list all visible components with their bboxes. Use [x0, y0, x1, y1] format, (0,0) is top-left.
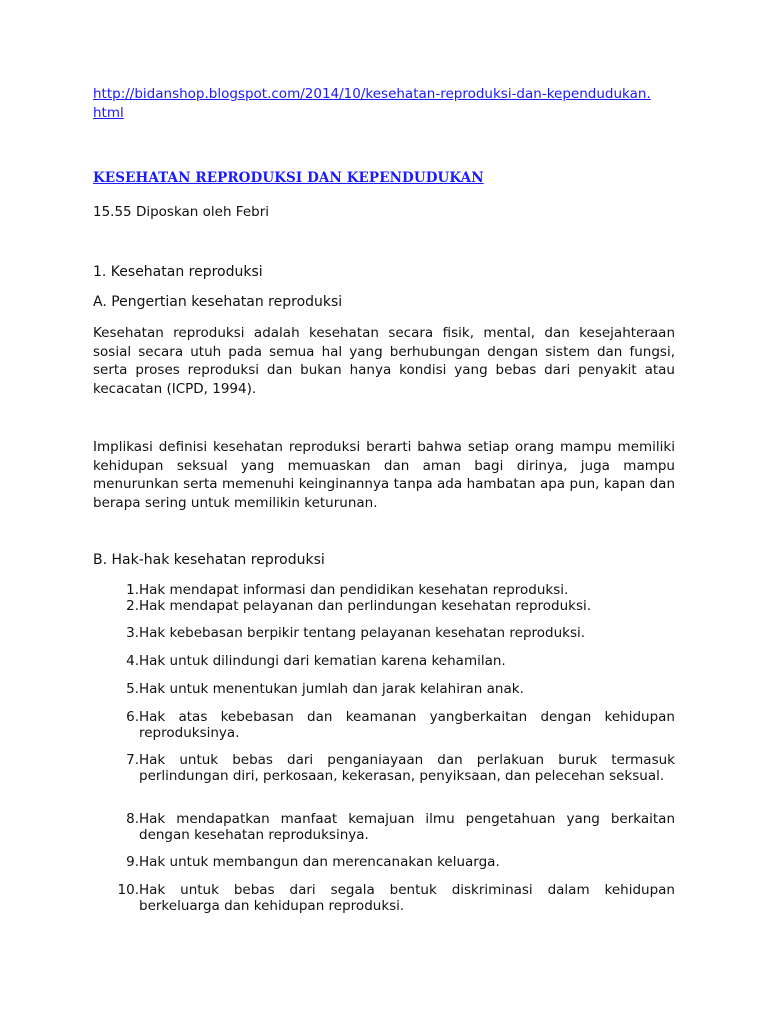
paragraph-definition: Kesehatan reproduksi adalah kesehatan secara fisik, mental, dan kesejahteraan sosial secara utuh pada semua hal yang berhubungan dengan sistem dan fungsi, serta proses reproduksi dan bukan hanya kondisi yang bebas dari penyakit atau kecacatan (ICPD, 1994). [93, 325, 675, 397]
list-item-text: Hak mendapat informasi dan pendidikan kesehatan reproduksi. [139, 582, 569, 598]
list-item-text: Hak mendapatkan manfaat kemajuan ilmu pengetahuan yang berkaitan dengan kesehatan reproduksinya. [139, 811, 675, 843]
paragraph-implication: Implikasi definisi kesehatan reproduksi berarti bahwa setiap orang mampu memiliki kehidupan seksual yang memuaskan dan aman bagi dirinya, juga mampu menurunkan serta memenuhi keinginannya tanpa ada hambatan apa pun, kapan dan berapa sering untuk memilikin keturunan. [93, 439, 675, 511]
list-item-text: Hak mendapat pelayanan dan perlindungan kesehatan reproduksi. [139, 598, 592, 614]
list-item [108, 753, 675, 784]
list-item-text: Hak kebebasan berpikir tentang pelayanan kesehatan reproduksi. [139, 625, 586, 641]
list-item [108, 883, 675, 914]
list-item-text: Hak untuk bebas dari penganiayaan dan perlakuan buruk termasuk perlindungan diri, perkosaan, kekerasan, penyiksaan, dan pelecehan seksual. [139, 752, 675, 784]
list-item [108, 855, 675, 871]
list-item [108, 599, 675, 615]
list-item [108, 812, 675, 843]
list-item-number: 4. [126, 653, 139, 669]
list-item-number: 5. [126, 681, 139, 697]
list-item-text: Hak untuk bebas dari segala bentuk diskriminasi dalam kehidupan berkeluarga dan kehidupan reproduksi. [139, 882, 675, 914]
list-item-number: 10. [117, 882, 139, 898]
list-item [108, 654, 675, 670]
list-item-text: Hak untuk dilindungi dari kematian karena kehamilan. [139, 653, 506, 669]
list-item-text: Hak untuk membangun dan merencanakan keluarga. [139, 854, 500, 870]
list-item-number: 8. [126, 811, 139, 827]
list-item [108, 710, 675, 741]
list-item [108, 626, 675, 642]
source-link[interactable]: http://bidanshop.blogspot.com/2014/10/kesehatan-reproduksi-dan-kependudukan.html [93, 86, 651, 121]
list-item-number: 1. [126, 582, 139, 598]
section-a-heading: A. Pengertian kesehatan reproduksi [93, 294, 343, 310]
list-item-number: 3. [126, 625, 139, 641]
list-item-number: 6. [126, 709, 139, 725]
list-item-text: Hak atas kebebasan dan keamanan yangberkaitan dengan kehidupan reproduksinya. [139, 709, 675, 741]
list-item [108, 682, 675, 698]
posted-line: 15.55 Diposkan oleh Febri [93, 204, 270, 220]
list-item [108, 583, 675, 599]
list-item-number: 9. [126, 854, 139, 870]
list-item-number: 2. [126, 598, 139, 614]
list-item-number: 7. [126, 752, 139, 768]
section-b-heading: B. Hak-hak kesehatan reproduksi [93, 552, 325, 568]
section-1-heading: 1. Kesehatan reproduksi [93, 264, 263, 280]
list-item-text: Hak untuk menentukan jumlah dan jarak kelahiran anak. [139, 681, 524, 697]
post-title[interactable]: KESEHATAN REPRODUKSI DAN KEPENDUDUKAN [93, 170, 484, 186]
